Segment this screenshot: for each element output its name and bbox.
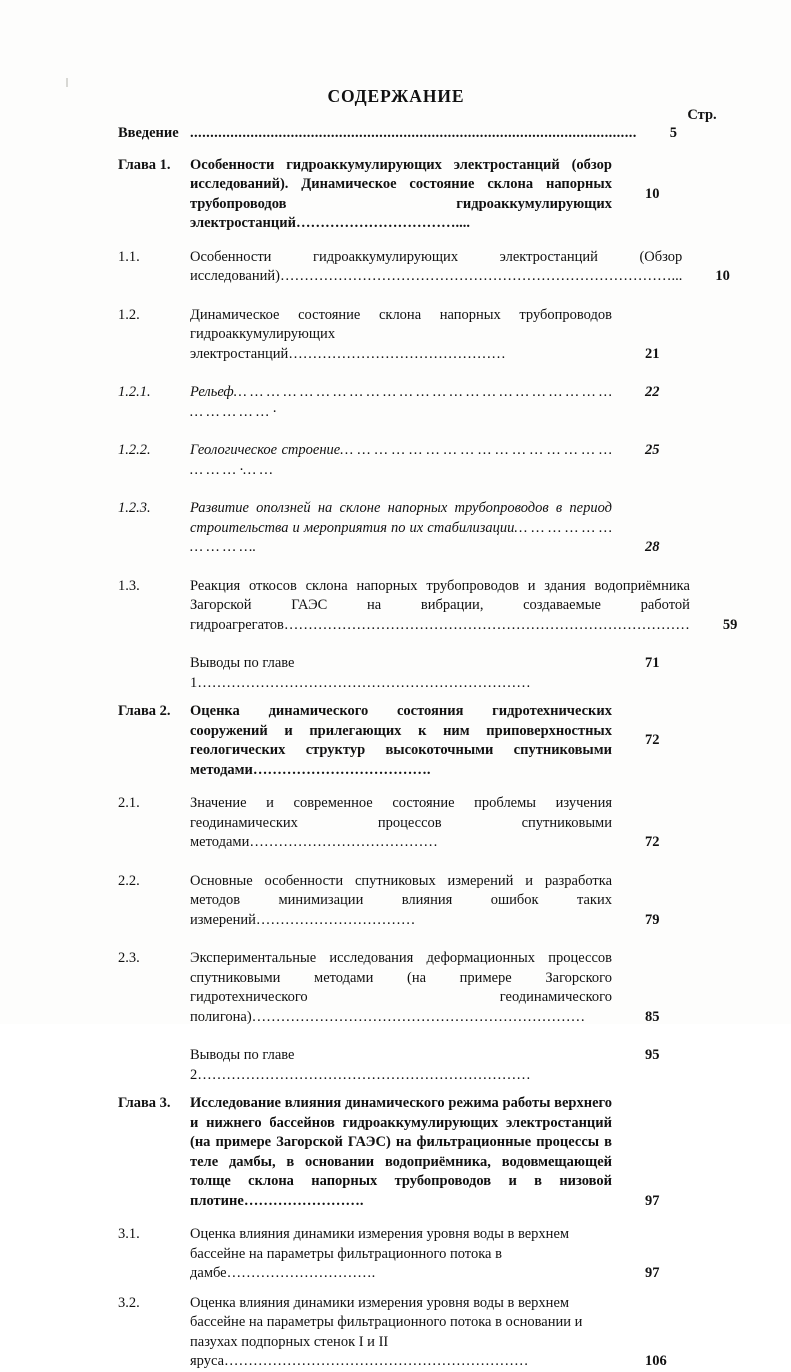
toc-entry-page-number[interactable]: 79 bbox=[645, 911, 660, 928]
toc-entry-number: Глава 2. bbox=[118, 703, 171, 719]
toc-entry-page-number[interactable]: 72 bbox=[645, 732, 660, 749]
toc-entry-number: Введение bbox=[118, 125, 179, 141]
toc-entry[interactable] bbox=[0, 499, 791, 558]
toc-entry-title: Значение и современное состояние проблемы изучения геодинамических процессов спутниковыми методами………………………………… bbox=[190, 795, 612, 850]
toc-entry-page-number[interactable]: 72 bbox=[645, 834, 660, 850]
toc-entry[interactable] bbox=[0, 872, 791, 931]
toc-entry-title: Исследование влияния динамического режима работы верхнего и нижнего бассейнов гидроаккумулирующих электростанций (на примере Загорской ГАЭС) на фильтрационные процессы в теле дамбы, в основании водоприёмника, водовмещающей толще склона напорных трубопроводов и в низовой плотине……………………. bbox=[190, 1095, 612, 1209]
toc-entry-title: Развитие оползней на склоне напорных трубопроводов в период строительства и мероприятия по их стабилизации… … … … … … … … … …. bbox=[190, 500, 612, 555]
toc-entry-number: 1.2. bbox=[118, 306, 140, 323]
toc-entry-page-number[interactable]: 106 bbox=[645, 1353, 667, 1369]
toc-entry[interactable] bbox=[0, 794, 791, 853]
toc-entry-number: 2.2. bbox=[118, 872, 140, 889]
toc-entry-page-number[interactable]: 22 bbox=[645, 384, 660, 400]
toc-entry-page-number[interactable]: 71 bbox=[645, 655, 660, 671]
toc-entry-page-number[interactable]: 85 bbox=[645, 1008, 660, 1025]
toc-entry-page-number[interactable]: 59 bbox=[722, 616, 738, 633]
page-title: СОДЕРЖАНИЕ bbox=[327, 86, 465, 106]
toc-entry[interactable] bbox=[0, 248, 791, 287]
table-of-contents bbox=[0, 124, 791, 1372]
toc-entry[interactable] bbox=[0, 654, 791, 693]
toc-entry-number: 1.2.1. bbox=[118, 384, 151, 400]
toc-entry-number: 1.2.3. bbox=[118, 500, 151, 516]
toc-entry[interactable] bbox=[0, 949, 791, 1027]
toc-entry-number: 3.2. bbox=[118, 1294, 140, 1311]
toc-entry-number: 3.1. bbox=[118, 1226, 140, 1242]
toc-entry-page-number[interactable]: 25 bbox=[645, 442, 660, 458]
toc-entry-number: 2.1. bbox=[118, 795, 140, 811]
toc-entry-number: 1.3. bbox=[118, 577, 140, 594]
toc-entry[interactable] bbox=[0, 124, 791, 144]
toc-entry-title: Особенности гидроаккумулирующих электростанций (Обзор исследований)………………………………………………………………………... bbox=[190, 248, 683, 284]
toc-entry[interactable] bbox=[0, 306, 791, 365]
toc-entry-title: Динамическое состояние склона напорных трубопроводов гидроаккумулирующих электростанций……………………………………… bbox=[190, 306, 612, 362]
toc-entry-title: Реакция откосов склона напорных трубопроводов и здания водоприёмника Загорской ГАЭС на вибрации, создаваемые работой гидроагрегатов………………………………………………………………………… bbox=[190, 577, 690, 633]
toc-entry-title: Выводы по главе 1…………………………………………………………… bbox=[190, 655, 531, 691]
toc-entry-page-number[interactable]: 28 bbox=[645, 539, 660, 555]
page-column-header: Стр. bbox=[687, 107, 717, 123]
toc-entry-number: Глава 3. bbox=[118, 1095, 171, 1111]
toc-entry-title: ............................................................................................................... bbox=[190, 125, 637, 141]
toc-entry-page-number[interactable]: 5 bbox=[669, 125, 678, 141]
toc-entry-number: 1.2.2. bbox=[118, 442, 151, 458]
toc-entry[interactable] bbox=[0, 156, 791, 234]
toc-entry-title: Геологическое строение… … … … … … … … … … … … … … … … … … … ·… … bbox=[190, 442, 612, 478]
toc-entry-title: Экспериментальные исследования деформационных процессов спутниковыми методами (на примере Загорского гидротехнического геодинамического полигона)…………………………………………………………… bbox=[190, 950, 612, 1025]
toc-entry-title: Особенности гидроаккумулирующих электростанций (обзор исследований). Динамическое состояние склона напорных трубопроводов гидроаккумулирующих электростанций…………………………….... bbox=[190, 156, 612, 231]
toc-entry-page-number[interactable]: 10 bbox=[715, 268, 730, 284]
toc-entry-page-number[interactable]: 21 bbox=[645, 345, 660, 362]
toc-entry-page-number[interactable]: 95 bbox=[645, 1047, 660, 1063]
toc-entry-number: 2.3. bbox=[118, 950, 140, 966]
toc-entry-title: Оценка влияния динамики измерения уровня воды в верхнем бассейне на параметры фильтрационного потока в основании и пазухах подпорных стенок I и II яруса……………………………………………………… bbox=[190, 1294, 583, 1369]
toc-entry[interactable] bbox=[0, 441, 791, 480]
toc-entry-number: Глава 1. bbox=[118, 156, 171, 173]
toc-entry-number: 1.1. bbox=[118, 248, 140, 265]
toc-entry-page-number[interactable]: 97 bbox=[645, 1192, 660, 1209]
toc-entry-title: Выводы по главе 2…………………………………………………………… bbox=[190, 1047, 531, 1083]
toc-entry[interactable] bbox=[0, 1046, 791, 1085]
toc-entry[interactable] bbox=[0, 383, 791, 422]
toc-entry-page-number[interactable]: 97 bbox=[645, 1265, 660, 1281]
toc-entry-page-number[interactable]: 10 bbox=[645, 185, 660, 202]
toc-entry[interactable] bbox=[0, 577, 791, 636]
toc-entry[interactable] bbox=[0, 702, 791, 780]
toc-entry-title: Оценка динамического состояния гидротехнических сооружений и прилегающих к ним приповерхностных геологических структур высокоточными спутниковыми методами………………………………. bbox=[190, 703, 612, 778]
toc-entry-title: Основные особенности спутниковых измерений и разработка методов минимизации влияния ошибок таких измерений…………………………… bbox=[190, 872, 612, 928]
toc-entry[interactable] bbox=[0, 1094, 791, 1211]
toc-entry[interactable] bbox=[0, 1225, 791, 1284]
toc-entry[interactable] bbox=[0, 1294, 791, 1372]
toc-entry-title: Рельеф… … … … … … … … … … … … … … … … … … … … … … … … … … … … · bbox=[190, 384, 612, 420]
toc-entry-title: Оценка влияния динамики измерения уровня воды в верхнем бассейне на параметры фильтрационного потока в дамбе…………………………. bbox=[190, 1226, 570, 1281]
